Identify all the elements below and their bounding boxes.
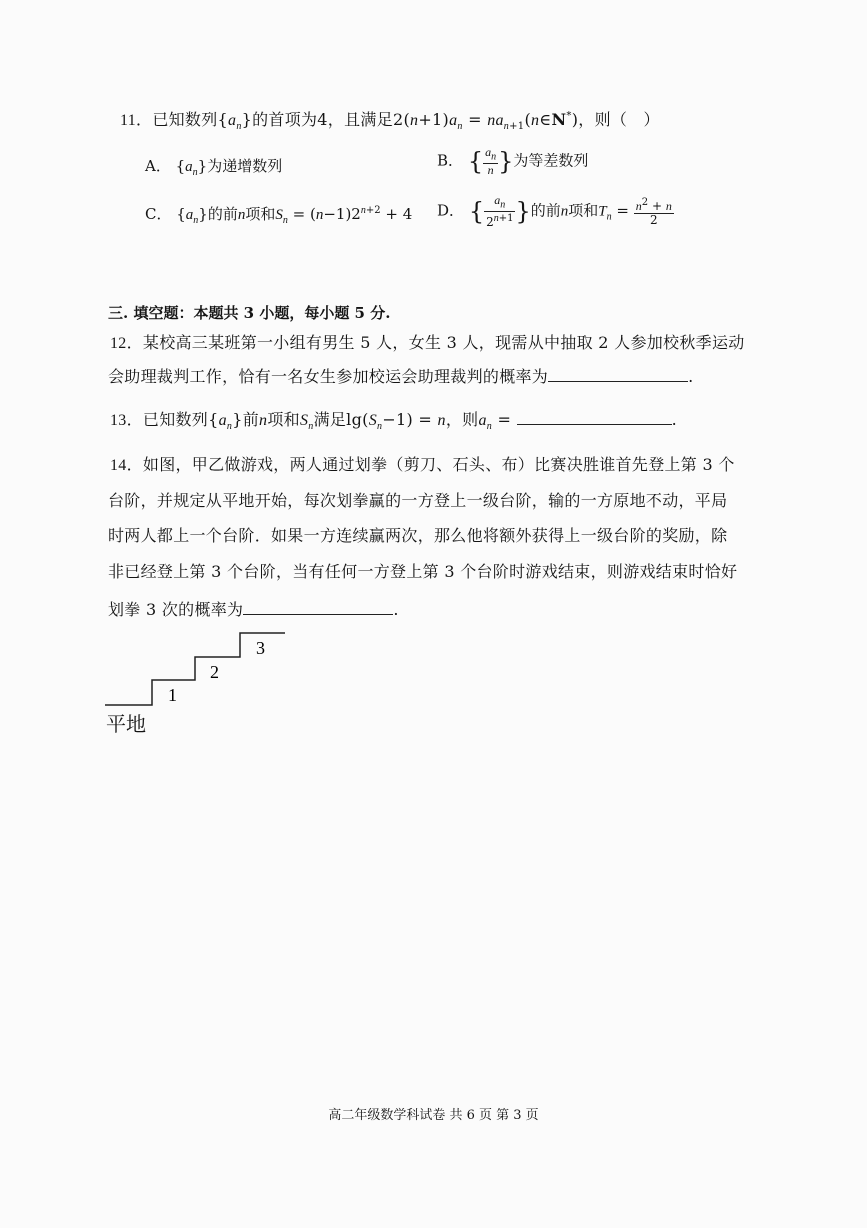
q12-line2: [108, 364, 694, 387]
q11-option-a: A． $\{a_n\}$为递增数列: [145, 157, 283, 178]
step-3-label: 3: [256, 638, 265, 658]
q13-stem: 13．已知数列$\{a_n\}$前n项和$S_n$满足$\lg(S_n-1) = n$，则$a_n$ = .: [110, 410, 677, 433]
option-b-label: B．: [437, 151, 464, 170]
q12-text-1: 某校高三某班第一小组有男生 5 人，女生 3 人，现需从中抽取 2 人参加校秋季运动: [142, 333, 745, 352]
q14-line3: 时两人都上一个台阶．如果一方连续赢两次，那么他将额外获得上一级台阶的奖励，除: [108, 526, 728, 545]
q13-number: 13．: [110, 412, 143, 429]
ground-label: 平地: [106, 712, 146, 736]
q13-answer-blank[interactable]: [517, 410, 672, 425]
q13-end: .: [671, 410, 677, 429]
option-c-label: C．: [145, 205, 172, 223]
q12-line1: [110, 330, 745, 353]
option-a-label: A．: [145, 157, 171, 175]
frac-n2-plus-n-over-2: $\frac{n^2 + n}{2}$: [635, 197, 672, 228]
option-b-text: 为等差数列: [513, 151, 589, 170]
q12-end: .: [688, 367, 694, 386]
q11-stem-b: 的首项为4，且满足: [252, 110, 393, 129]
q11-stem-a: 已知数列: [152, 110, 218, 129]
q14-line5: [108, 597, 399, 620]
section-3-title: 三. 填空题：本题共 3 小题，每小题 5 分.: [108, 304, 391, 322]
option-c-text-a: 的前: [207, 205, 238, 223]
q13-stem-e: ，则: [445, 410, 479, 429]
q14-text-5: 划拳 3 次的概率为: [108, 600, 244, 619]
q11-stem: 11．已知数列$\{a_n\}$的首项为4，且满足$2(n+1)a_n$ = $na_{n+1}(n\in N^*)$，则（ ）: [120, 110, 660, 133]
q14-line1: [110, 452, 735, 475]
q11-stem-c: ，则（ ）: [578, 110, 660, 129]
frac-an-over-n: $\frac{a_n}{n}$: [485, 145, 497, 178]
q13-stem-c: 项和: [267, 410, 300, 429]
q14-end: .: [393, 600, 399, 619]
q11-option-c: C． $\{a_n\}$的前n项和$S_n = (n-1)2^{n+2} + 4$: [145, 205, 413, 226]
q12-number: 12．: [110, 335, 143, 352]
option-d-text-b: 项和: [568, 201, 599, 220]
q14-line4: 非已经登上第 3 个台阶，当有任何一方登上第 3 个台阶时游戏结束，则游戏结束时恰好: [108, 562, 738, 581]
q13-stem-d: 满足: [313, 410, 347, 429]
staircase-figure: [100, 625, 300, 710]
step-1-label: 1: [168, 685, 177, 705]
q13-stem-b: 前: [242, 410, 260, 429]
step-2-label: 2: [210, 662, 219, 682]
q14-answer-blank[interactable]: [243, 600, 393, 615]
option-d-label: D．: [437, 201, 465, 220]
q13-stem-a: 已知数列: [142, 410, 209, 429]
q12-text-2: 会助理裁判工作，恰有一名女生参加校运会助理裁判的概率为: [108, 367, 549, 386]
q14-text-1: 如图，甲乙做游戏，两人通过划拳（剪刀、石头、布）比赛决胜谁首先登上第 3 个: [142, 455, 735, 474]
q12-answer-blank[interactable]: [548, 367, 688, 382]
q14-line2: 台阶，并规定从平地开始，每次划拳赢的一方登上一级台阶，输的一方原地不动，平局: [108, 491, 728, 510]
option-c-text-b: 项和: [245, 205, 276, 223]
q14-number: 14．: [110, 457, 143, 474]
page-footer: 高二年级数学科试卷 共 6 页 第 3 页: [328, 1108, 539, 1123]
q11-option-d: D． { $\frac{a_n}{2^{n+1}}$ }的前n项和$T_n$ = $\frac{n^2 + n}{2}$: [437, 193, 672, 230]
option-d-text-a: 的前: [530, 201, 561, 220]
option-a-text: 为递增数列: [207, 157, 283, 175]
q11-number: 11．: [120, 112, 153, 129]
q11-option-b: B． { $\frac{a_n}{n}$ }为等差数列: [437, 145, 589, 178]
frac-an-over-2n1: $\frac{a_n}{2^{n+1}}$: [486, 193, 514, 230]
